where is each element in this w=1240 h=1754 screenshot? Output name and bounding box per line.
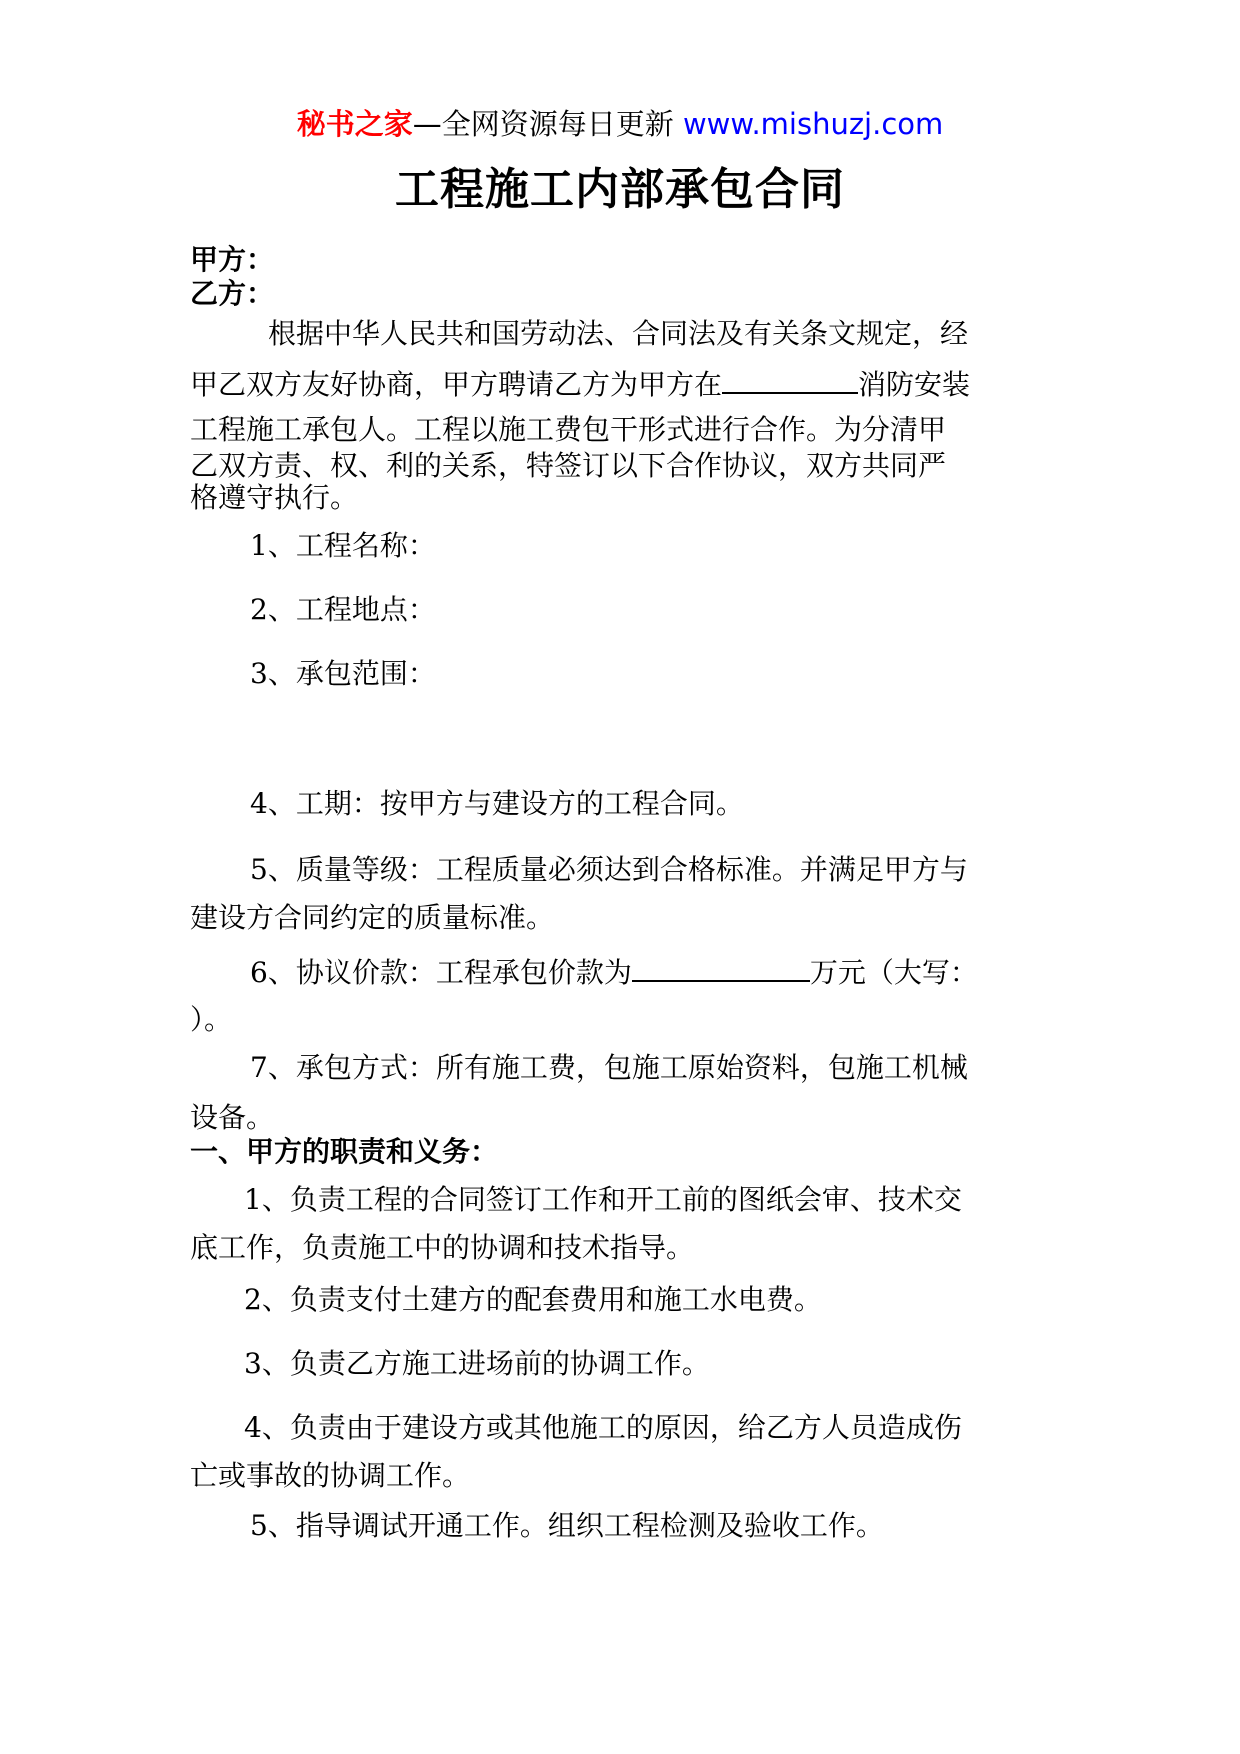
intro-line-2-tail: 消防安装 [858,368,971,401]
header-slogan: —全网资源每日更新 [412,107,683,141]
project-location-item: 2、工程地点： [250,593,436,626]
duty-2: 2、负责支付土建方的配套费用和施工水电费。 [244,1283,822,1316]
duty-1-line-2: 底工作，负责施工中的协调和技术指导。 [190,1231,695,1264]
quality-line-2: 建设方合同约定的质量标准。 [190,901,555,934]
quality-line-1: 5、质量等级：工程质量必须达到合格标准。并满足甲方与 [250,853,968,886]
method-line-1: 7、承包方式：所有施工费，包施工原始资料，包施工机械 [250,1051,968,1084]
duty-4-line-2: 亡或事故的协调工作。 [190,1459,471,1492]
method-line-2: 设备。 [190,1101,275,1134]
duty-3: 3、负责乙方施工进场前的协调工作。 [244,1347,710,1380]
duration-item: 4、工期：按甲方与建设方的工程合同。 [250,787,744,820]
project-name-item: 1、工程名称： [250,529,436,562]
section-a-heading-text: 一、甲方的职责和义务： [190,1135,499,1168]
duty-5: 5、指导调试开通工作。组织工程检测及验收工作。 [250,1509,884,1542]
intro-line-2-text: 甲乙双方友好协商，甲方聘请乙方为甲方在 [190,368,723,401]
price-unit: 万元（大写： [809,956,978,989]
duty-1-line-1: 1、负责工程的合同签订工作和开工前的图纸会审、技术交 [244,1183,962,1216]
intro-line-2 [190,364,1060,403]
party-a-label: 甲方： [190,243,275,276]
intro-line-5: 格遵守执行。 [190,481,359,514]
price-line-1 [250,952,1060,991]
duty-4-line-1: 4、负责由于建设方或其他施工的原因，给乙方人员造成伤 [244,1411,962,1444]
scope-item: 3、承包范围： [250,657,436,690]
document-title: 工程施工内部承包合同 [395,164,845,215]
site-header [0,104,1240,144]
brand-name: 秘书之家 [296,107,413,141]
party-b-label: 乙方： [190,277,275,310]
section-a-heading [190,1134,1060,1170]
party-a-line [190,242,1060,278]
intro-line-3: 工程施工承包人。工程以施工费包干形式进行合作。为分清甲 [190,413,947,446]
price-line-2: ）。 [190,1003,233,1036]
party-b-line [190,276,1060,312]
site-url-link[interactable]: www.mishuzj.com [682,107,944,141]
site-blank [722,364,858,394]
intro-line-4: 乙双方责、权、利的关系，特签订以下合作协议，双方共同严 [190,449,947,482]
intro-line-1: 根据中华人民共和国劳动法、合同法及有关条文规定，经 [268,317,969,350]
price-label: 6、协议价款：工程承包价款为 [250,956,632,989]
price-blank [632,952,810,982]
